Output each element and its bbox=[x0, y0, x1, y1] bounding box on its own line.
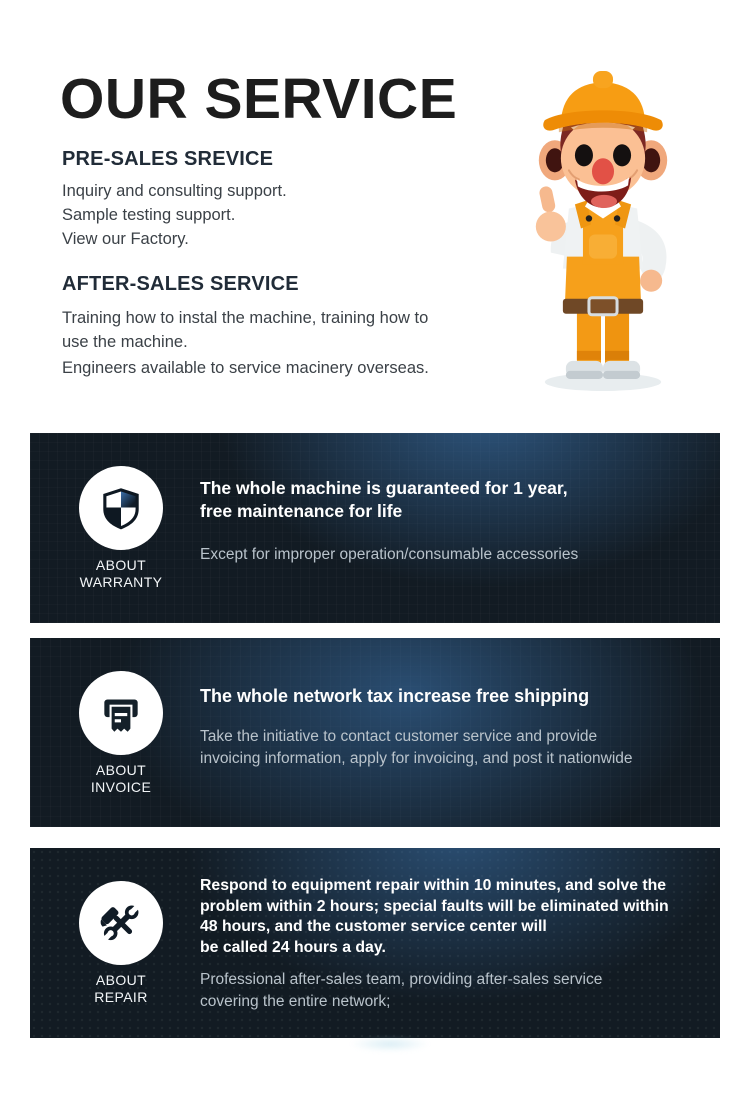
repair-badge bbox=[79, 881, 163, 965]
invoice-printer-icon bbox=[96, 688, 146, 738]
invoice-badge bbox=[79, 671, 163, 755]
pre-sales-line: Sample testing support. bbox=[62, 206, 236, 224]
repair-label: ABOUT REPAIR bbox=[94, 972, 148, 1005]
after-sales-paragraph: Engineers available to service macinery overseas. bbox=[62, 359, 429, 377]
invoice-banner bbox=[30, 638, 720, 827]
warranty-subtitle: Except for improper operation/consumable accessories bbox=[200, 546, 579, 563]
pre-sales-line: View our Factory. bbox=[62, 230, 189, 248]
bottom-faded-artifact bbox=[350, 1036, 430, 1052]
warranty-badge bbox=[79, 466, 163, 550]
invoice-title: The whole network tax increase free shipping bbox=[200, 686, 590, 706]
pre-sales-text bbox=[62, 179, 287, 251]
warranty-label: ABOUT WARRANTY bbox=[79, 557, 163, 590]
warranty-banner bbox=[30, 433, 720, 623]
pre-sales-heading: PRE-SALES SREVICE bbox=[62, 148, 274, 170]
after-sales-paragraph: Training how to instal the machine, training how to use the machine. bbox=[62, 309, 429, 351]
after-sales-heading: AFTER-SALES SERVICE bbox=[62, 273, 299, 295]
worker-mascot-illustration bbox=[504, 58, 702, 394]
page-title: OUR SERVICE bbox=[60, 67, 458, 131]
hammer-wrench-icon bbox=[96, 898, 146, 948]
invoice-label: ABOUT INVOICE bbox=[90, 762, 152, 795]
repair-title: Respond to equipment repair within 10 minutes, and solve the problem within 2 hours; special faults will be eliminated within 48 hours, and the customer service center will be called 24 hours a day. bbox=[200, 877, 669, 956]
shield-icon bbox=[96, 483, 146, 533]
warranty-title: The whole machine is guaranteed for 1 year, free maintenance for life bbox=[200, 478, 568, 521]
repair-banner bbox=[30, 848, 720, 1038]
pre-sales-line: Inquiry and consulting support. bbox=[62, 182, 287, 200]
invoice-subtitle: Take the initiative to contact customer service and provide invoicing information, apply for invoicing, and post it nationwide bbox=[200, 728, 633, 767]
repair-subtitle: Professional after-sales team, providing after-sales service covering the entire network; bbox=[200, 971, 603, 1010]
